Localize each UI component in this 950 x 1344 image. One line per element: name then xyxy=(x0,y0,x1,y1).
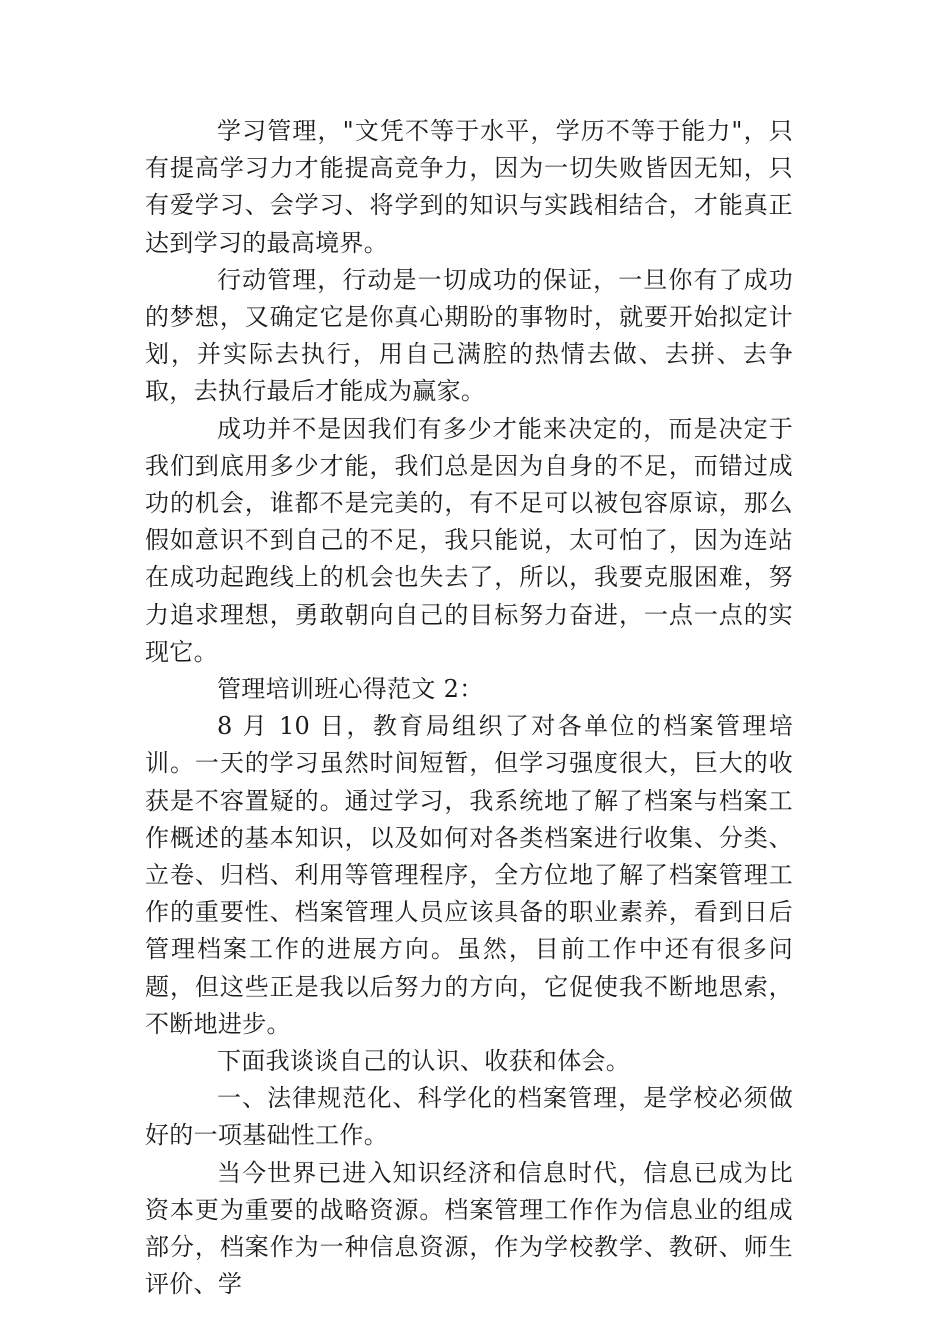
paragraph-information-era: 当今世界已进入知识经济和信息时代，信息已成为比资本更为重要的战略资源。档案管理工作作为信息业的组成部分，档案作为一种信息资源，作为学校教学、教研、师生评价、学 xyxy=(145,1158,793,1299)
paragraph-learning-management: 学习管理，"文凭不等于水平，学历不等于能力"，只有提高学习力才能提高竞争力，因为一切失败皆因无知，只有爱学习、会学习、将学到的知识与实践相结合，才能真正达到学习的最高境界。 xyxy=(145,117,793,257)
paragraph-archive-training: 8 月 10 日，教育局组织了对各单位的档案管理培训。一天的学习虽然时间短暂，但学习强度很大，巨大的收获是不容置疑的。通过学习，我系统地了解了档案与档案工作概述的基本知识，以及如何对各类档案进行收集、分类、立卷、归档、利用等管理程序，全方位地了解了档案管理工作的重要性、档案管理人员应该具备的职业素养，看到日后管理档案工作的进展方向。虽然，目前工作中还有很多问题，但这些正是我以后努力的方向，它促使我不断地思索，不断地进步。 xyxy=(145,712,793,1038)
section-heading-sample-2: 管理培训班心得范文 2： xyxy=(217,675,484,704)
document-body xyxy=(145,113,793,1304)
paragraph-action-management: 行动管理，行动是一切成功的保证，一旦你有了成功的梦想，又确定它是你真心期盼的事物时，就要开始拟定计划，并实际去执行，用自己满腔的热情去做、去拼、去争取，去执行最后才能成为赢家。 xyxy=(145,265,793,406)
paragraph-intro-reflections: 下面我谈谈自己的认识、收获和体会。 xyxy=(217,1047,631,1076)
paragraph-point-one: 一、法律规范化、科学化的档案管理，是学校必须做好的一项基础性工作。 xyxy=(145,1084,793,1150)
paragraph-success: 成功并不是因我们有多少才能来决定的，而是决定于我们到底用多少才能，我们总是因为自身的不足，而错过成功的机会，谁都不是完美的，有不足可以被包容原谅，那么假如意识不到自己的不足，我只能说，太可怕了，因为连站在成功起跑线上的机会也失去了，所以，我要克服困难，努力追求理想，勇敢朝向自己的目标努力奋进，一点一点的实现它。 xyxy=(145,414,793,666)
